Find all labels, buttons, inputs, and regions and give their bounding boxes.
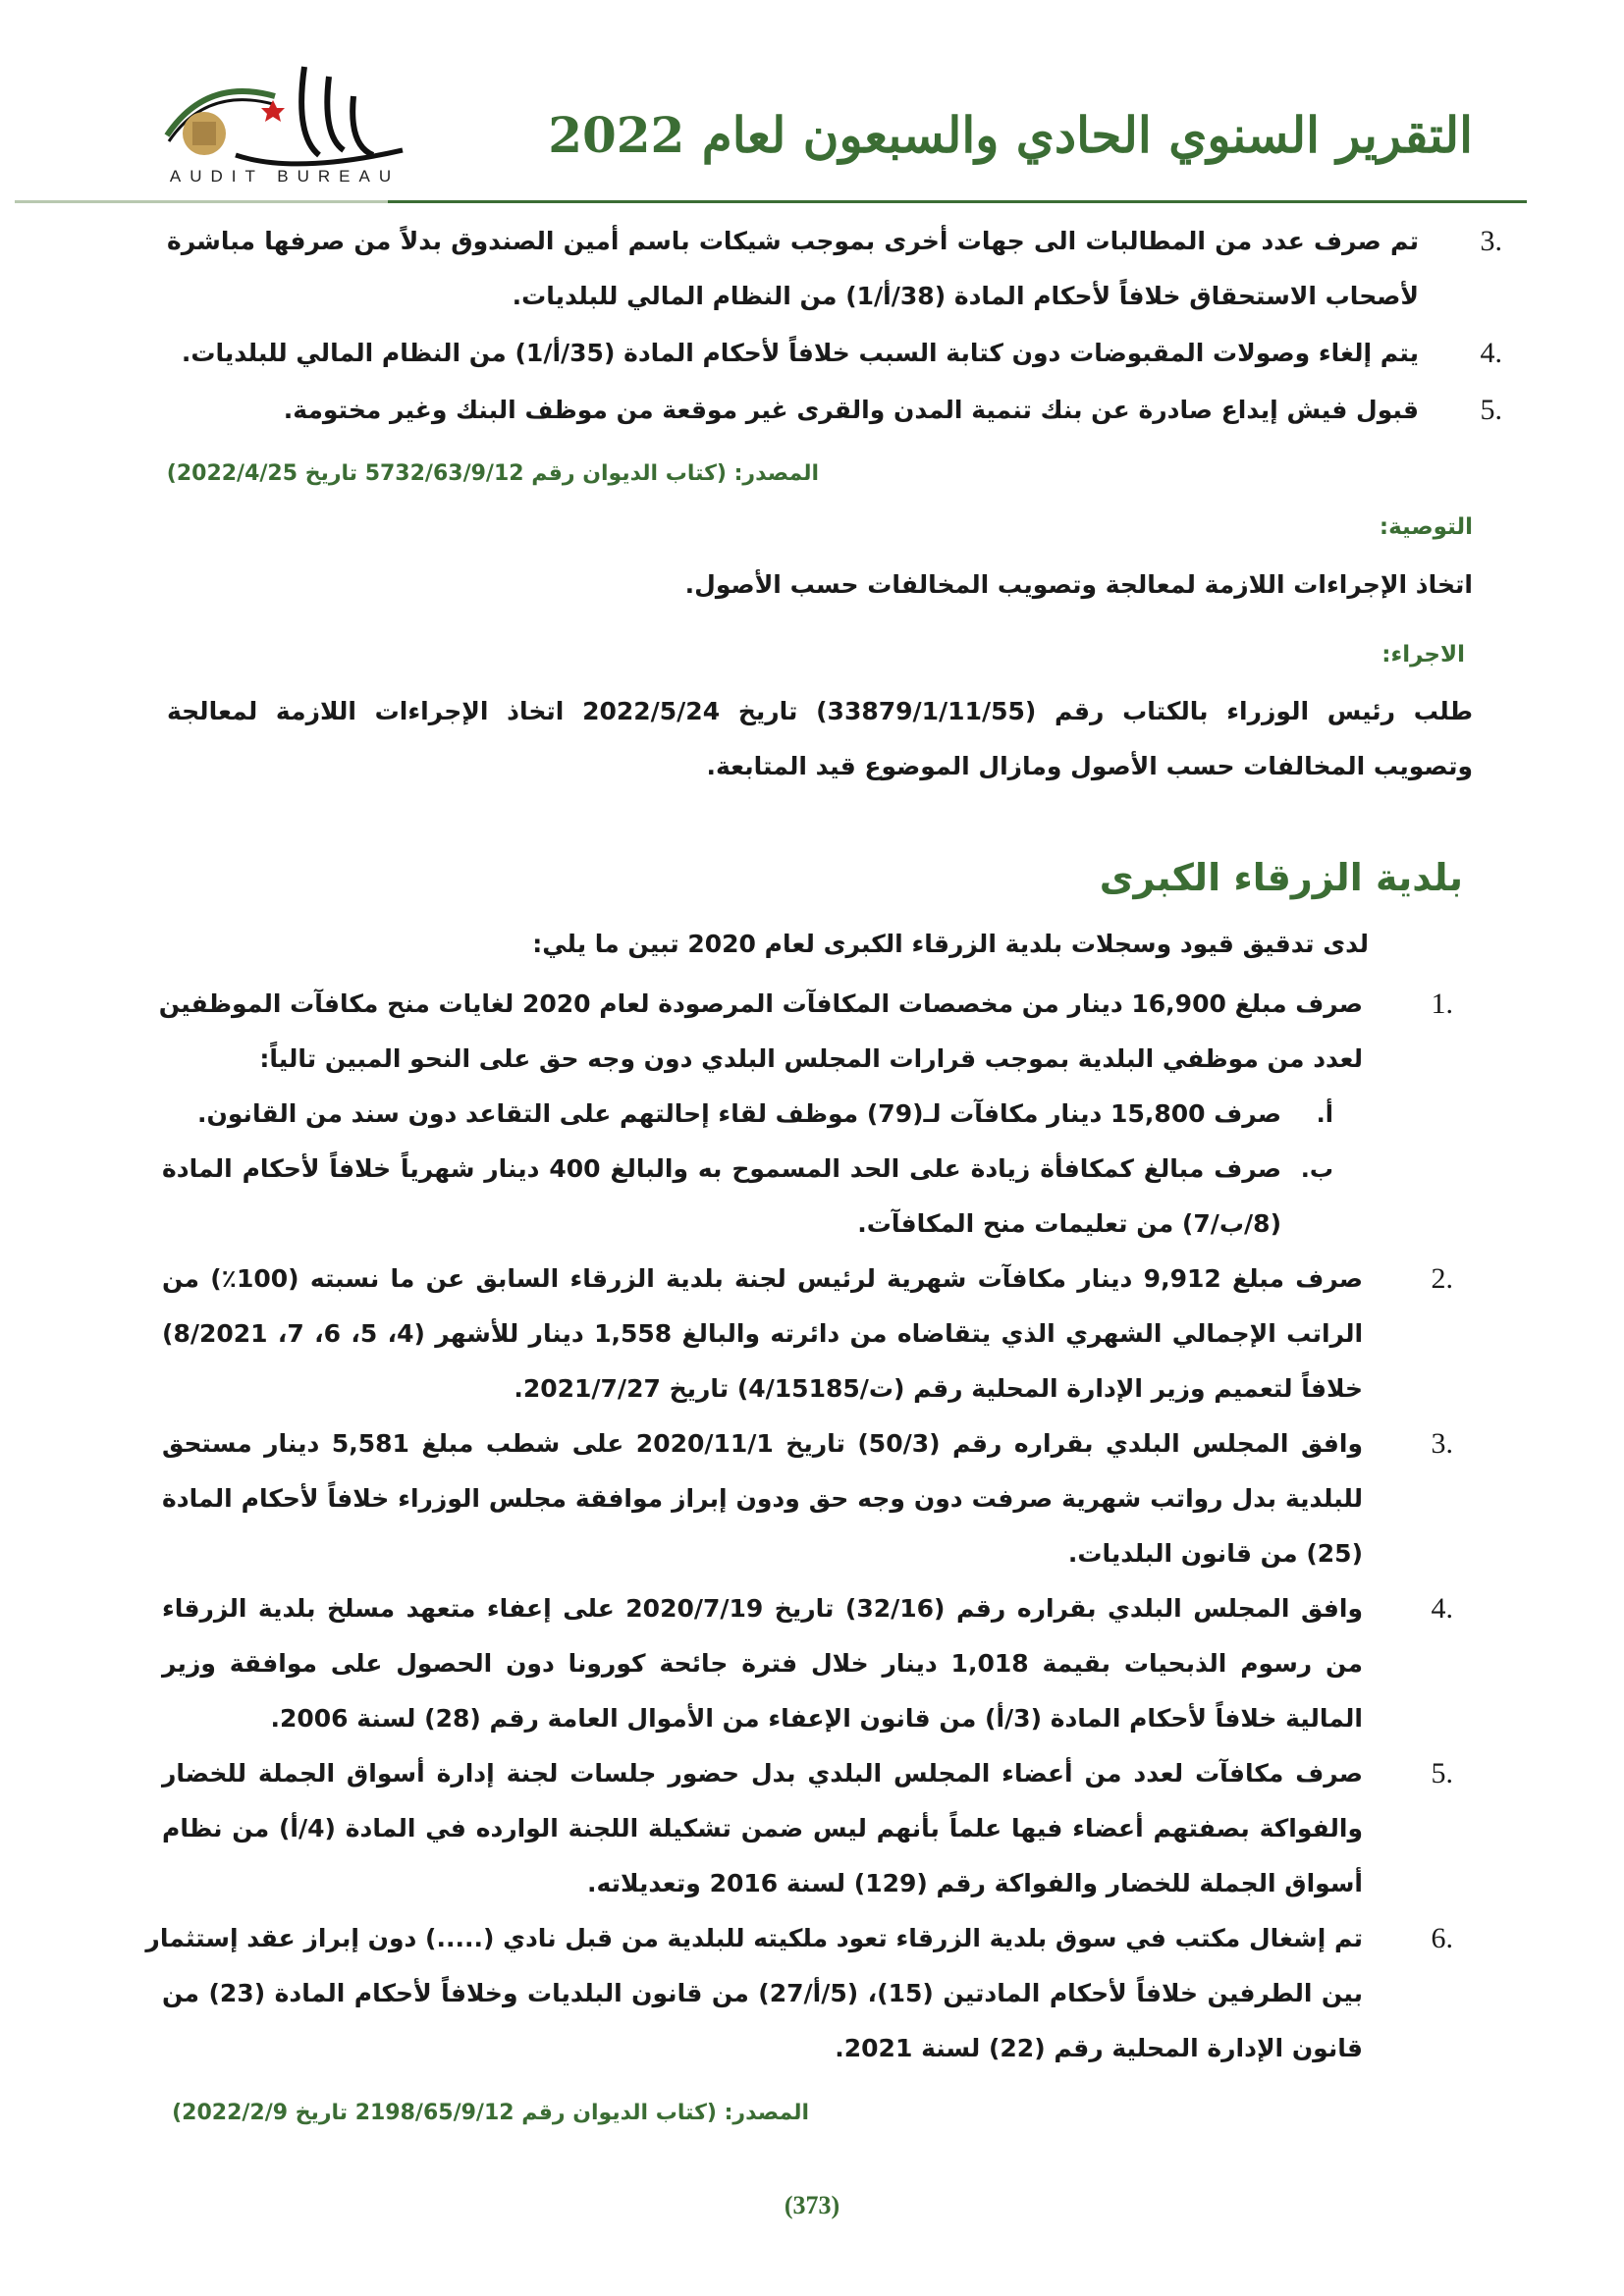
item-line: الراتب الإجمالي الشهري الذي يتقاضاه من دائرته والبالغ 1,558 دينار للأشهر (4، 5، 6، 7، 8/2021) <box>162 1319 1364 1348</box>
recommendation-label: التوصية: <box>1379 514 1473 540</box>
sub-item-line: صرف مبالغ كمكافأة زيادة على الحد المسموح به والبالغ 400 دينار شهرياً خلافاً لأحكام المادة <box>162 1154 1282 1183</box>
item-line: وافق المجلس البلدي بقراره رقم (50/3) تاريخ 2020/11/1 على شطب مبلغ 5,581 دينار مستحق <box>162 1429 1363 1458</box>
sub-item <box>162 1087 1453 1142</box>
list-item <box>167 326 1502 381</box>
item-line: قانون الإدارة المحلية رقم (22) لسنة 2021. <box>835 2034 1363 2062</box>
source-note-2: المصدر: (كتاب الديوان رقم 2198/65/9/12 تاريخ 2022/2/9) <box>172 2101 809 2125</box>
sub-item-line: صرف 15,800 دينار مكافآت لـ(79) موظف لقاء إحالتهم على التقاعد دون سند من القانون. <box>197 1099 1281 1128</box>
item-number: .4 <box>1480 337 1502 369</box>
item-line: للبلدية بدل رواتب شهرية صرفت دون وجه حق ودون إبراز موافقة مجلس الوزراء خلافاً لأحكام المادة <box>162 1484 1363 1513</box>
list-item <box>162 1416 1453 1581</box>
list-item <box>158 977 1453 1087</box>
item-number: .5 <box>1480 394 1502 426</box>
item-line: من رسوم الذبحيات بقيمة 1,018 دينار خلال فترة جائحة كورونا دون الحصول على موافقة وزير <box>162 1649 1363 1678</box>
item-number: .5 <box>1431 1757 1453 1789</box>
report-title: التقرير السنوي الحادي والسبعون لعام 2022 <box>548 106 1473 164</box>
item-line: وافق المجلس البلدي بقراره رقم (32/16) تاريخ 2020/7/19 على إعفاء متعهد مسلخ بلدية الزرقاء <box>162 1594 1363 1623</box>
sub-item-label: ب. <box>1300 1155 1333 1183</box>
item-line: صرف مبلغ 9,912 دينار مكافآت شهرية لرئيس لجنة بلدية الزرقاء السابق عن ما نسبته (100٪) من <box>162 1264 1364 1293</box>
list-item <box>162 1746 1453 1911</box>
recommendation-line: اتخاذ الإجراءات اللازمة لمعالجة وتصويب المخالفات حسب الأصول. <box>684 570 1473 599</box>
list-item <box>162 1581 1453 1746</box>
list-item <box>167 214 1502 324</box>
action-line: طلب رئيس الوزراء بالكتاب رقم (33879/1/11/55) تاريخ 2022/5/24 اتخاذ الإجراءات اللازمة لمعالجة <box>167 697 1474 725</box>
item-number: .6 <box>1431 1922 1453 1954</box>
section-intro <box>532 917 1369 972</box>
findings-list <box>145 977 1453 2076</box>
continued-findings-list <box>167 214 1502 440</box>
page-number: (373) <box>784 2191 840 2219</box>
item-line: تم إشغال مكتب في سوق بلدية الزرقاء تعود ملكيته للبلدية من قبل نادي (.....) دون إبراز عقد إستثمار <box>145 1924 1363 1952</box>
item-line: صرف مبلغ 16,900 دينار من مخصصات المكافآت المرصودة لعام 2020 لغايات منح مكافآت الموظفين <box>158 989 1363 1018</box>
item-line: أسواق الجملة للخضار والفواكة رقم (129) لسنة 2016 وتعديلاته. <box>586 1869 1363 1897</box>
action-text <box>167 684 1473 794</box>
item-line: تم صرف عدد من المطالبات الى جهات أخرى بموجب شيكات باسم أمين الصندوق بدلاً من صرفها مباشرة <box>167 227 1419 255</box>
item-number: .4 <box>1431 1592 1453 1625</box>
section-heading: بلدية الزرقاء الكبرى <box>1099 856 1463 899</box>
sub-item-label: أ. <box>1316 1100 1333 1128</box>
item-number: .3 <box>1480 225 1502 257</box>
item-line: بين الطرفين خلافاً لأحكام المادتين (15)، (5/أ/27) من قانون البلديات وخلافاً لأحكام المادة (23) من <box>162 1979 1363 2007</box>
item-line: لعدد من موظفي البلدية بموجب قرارات المجلس البلدي دون وجه حق على النحو المبين تالياً: <box>259 1044 1363 1073</box>
item-number: .2 <box>1431 1262 1453 1295</box>
list-item <box>162 1252 1453 1416</box>
item-line: يتم إلغاء وصولات المقبوضات دون كتابة السبب خلافاً لأحكام المادة (35/أ/1) من النظام المالي للبلديات. <box>181 339 1419 367</box>
sub-item-line: (8/ب/7) من تعليمات منح المكافآت. <box>857 1209 1281 1238</box>
list-item <box>145 1911 1453 2076</box>
recommendation-text <box>685 558 1473 613</box>
item-line: المالية خلافاً لأحكام المادة (3/أ) من قانون الإعفاء من الأموال العامة رقم (28) لسنة 2006. <box>270 1704 1363 1733</box>
action-label: الاجراء: <box>1381 642 1465 667</box>
item-line: والفواكة بصفتهم أعضاء فيها علماً بأنهم ليس ضمن تشكيلة اللجنة الوارده في المادة (4/أ) من نظام <box>162 1814 1363 1842</box>
item-line: (25) من قانون البلديات. <box>1067 1539 1363 1568</box>
action-line: وتصويب المخالفات حسب الأصول ومازال الموضوع قيد المتابعة. <box>706 752 1473 780</box>
item-line: خلافاً لتعميم وزير الإدارة المحلية رقم (ت/4/15185) تاريخ 2021/7/27. <box>514 1374 1363 1403</box>
item-line: لأصحاب الاستحقاق خلافاً لأحكام المادة (38/أ/1) من النظام المالي للبلديات. <box>512 282 1419 310</box>
item-line: صرف مكافآت لعدد من أعضاء المجلس البلدي بدل حضور جلسات لجنة إدارة أسواق الجملة للخضار <box>162 1759 1363 1788</box>
item-number: .1 <box>1431 988 1453 1020</box>
item-line: قبول فيش إيداع صادرة عن بنك تنمية المدن والقرى غير موقعة من موظف البنك وغير مختومة. <box>283 396 1419 424</box>
item-number: .3 <box>1431 1427 1453 1460</box>
intro-line: لدى تدقيق قيود وسجلات بلدية الزرقاء الكبرى لعام 2020 تبين ما يلي: <box>532 930 1369 958</box>
header-divider-accent <box>15 200 388 203</box>
list-item <box>167 383 1502 438</box>
source-note-1: المصدر: (كتاب الديوان رقم 5732/63/9/12 تاريخ 2022/4/25) <box>166 461 819 486</box>
logo-english-text: AUDIT BUREAU <box>169 167 401 186</box>
sub-item <box>162 1142 1453 1252</box>
